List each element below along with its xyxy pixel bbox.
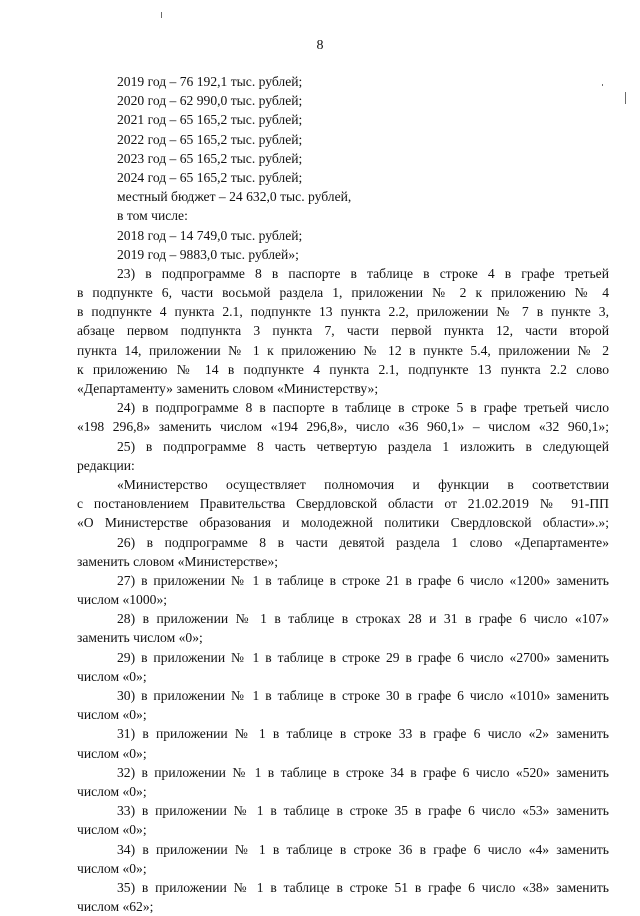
text-line: «Департаменту» заменить словом «Министерству»; [77,381,379,396]
text-line: заменить числом «0»; [77,630,203,646]
page-number: 8 [316,38,324,53]
text-line: 31) в приложении № 1 в таблице в строке 33 в графе 6 число «2» заменить [117,726,609,742]
scan-speck [161,12,162,18]
text-line: числом «1000»; [77,592,168,608]
text-line: 2023 год – 65 165,2 тыс. рублей; [117,150,303,166]
text-line: 34) в приложении № 1 в таблице в строке 36 в графе 6 число «4» заменить [117,841,609,857]
text-line: числом «0»; [77,860,147,876]
document-body [77,72,609,916]
text-line: 25) в подпрограмме 8 часть четвертую раздела 1 изложить в следующей [117,438,609,454]
text-line: в том числе: [117,208,188,224]
text-line: редакции: [77,457,135,473]
text-line: 32) в приложении № 1 в таблице в строке 34 в графе 6 число «520» заменить [117,764,609,780]
text-line: 2018 год – 14 749,0 тыс. рублей; [117,227,303,243]
text-line: 2022 год – 65 165,2 тыс. рублей; [117,131,303,147]
text-line: числом «62»; [77,899,154,915]
text-line: 2019 год – 9883,0 тыс. рублей»; [117,246,299,262]
text-line: 2019 год – 76 192,1 тыс. рублей; [117,74,303,89]
text-line: 24) в подпрограмме 8 в паспорте в таблице в строке 5 в графе третьей число [117,400,609,416]
text-line: числом «0»; [77,822,147,838]
text-line: числом «0»; [77,745,147,761]
scan-speck [625,92,626,104]
text-line: 29) в приложении № 1 в таблице в строке 29 в графе 6 число «2700» заменить [117,649,609,665]
text-line: числом «0»; [77,668,147,684]
text-line: местный бюджет – 24 632,0 тыс. рублей, [117,189,352,205]
text-line: абзаце первом подпункта 3 пункта 7, части первой пункта 12, части второй [77,323,609,339]
text-line: к приложению № 14 в подпункте 4 пункта 2.1, подпункте 13 пункта 2.2 слово [77,361,609,377]
text-line: «Министерство осуществляет полномочия и функции в соответствии [117,476,609,492]
text-line: 23) в подпрограмме 8 в паспорте в таблице в строке 4 в графе третьей [117,265,609,281]
text-line: 30) в приложении № 1 в таблице в строке 30 в графе 6 число «1010» заменить [117,688,609,703]
text-line: «О Министерстве образования и молодежной политики Свердловской области».»; [77,515,609,531]
text-line: 27) в приложении № 1 в таблице в строке 21 в графе 6 число «1200» заменить [117,572,609,588]
text-line: пункта 14, приложении № 1 к приложению № 12 в пункте 5.4, приложении № 2 [77,342,609,358]
text-line: в подпункте 6, части восьмой раздела 1, приложении № 2 к приложению № 4 [77,285,609,301]
text-line: 28) в приложении № 1 в таблице в строках 28 и 31 в графе 6 число «107» [117,611,609,627]
text-line: числом «0»; [77,707,147,723]
text-line: 2024 год – 65 165,2 тыс. рублей; [117,169,303,185]
text-line: с постановлением Правительства Свердловской области от 21.02.2019 № 91-ПП [77,496,609,512]
text-line: 2020 год – 62 990,0 тыс. рублей; [117,93,303,109]
text-line: 2021 год – 65 165,2 тыс. рублей; [117,112,303,128]
text-line: 35) в приложении № 1 в таблице в строке 51 в графе 6 число «38» заменить [117,879,609,895]
text-line: заменить словом «Министерстве»; [77,553,279,569]
text-line: «198 296,8» заменить числом «194 296,8», число «36 960,1» – числом «32 960,1»; [77,419,609,435]
text-line: в подпункте 4 пункта 2.1, подпункте 13 пункта 2.2, приложении № 7 в пункте 3, [77,304,609,320]
text-line: 26) в подпрограмме 8 в части девятой раздела 1 слово «Департаменте» [117,534,609,550]
text-line: числом «0»; [77,783,147,799]
text-line: 33) в приложении № 1 в таблице в строке 35 в графе 6 число «53» заменить [117,803,609,819]
